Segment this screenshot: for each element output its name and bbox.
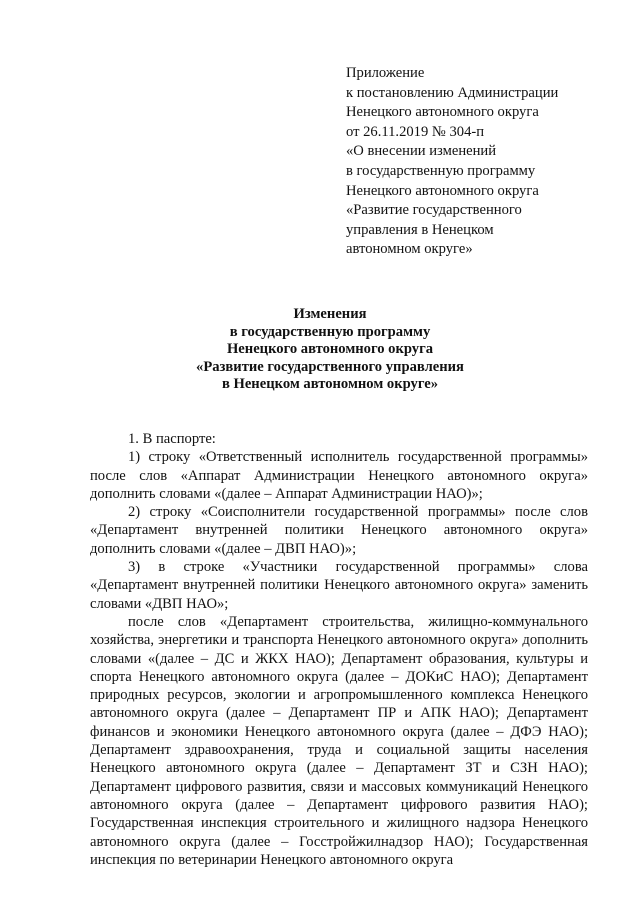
document-title: [120, 306, 540, 394]
appendix-line: Ненецкого автономного округа: [346, 104, 539, 121]
appendix-line: от 26.11.2019 № 304-п: [346, 123, 485, 140]
paragraph-item-3: 3) в строке «Участники государственной программы» слова «Департамент внутренней политики Ненецкого автономного округа» заменить словами «ДВП НАО»;: [90, 559, 588, 612]
paragraph-item-2: 2) строку «Соисполнители государственной программы» после слов «Департамент внутренней политики Ненецкого автономного округа» дополнить словами «(далее – ДВП НАО)»;: [90, 504, 588, 557]
appendix-line: «О внесении изменений: [346, 143, 497, 160]
title-line: «Развитие государственного управления: [196, 358, 464, 375]
document-body: [90, 430, 588, 869]
appendix-line: к постановлению Администрации: [346, 84, 559, 101]
title-line: Ненецкого автономного округа: [226, 341, 434, 358]
paragraph-item-3-continued: после слов «Департамент строительства, жилищно-коммунального хозяйства, энергетики и транспорта Ненецкого автономного округа» дополнить словами «(далее – ДС и ЖКХ НАО); Департамент образования, культуры и спорта Ненецкого автономного округа (далее – ДОКиС НАО); Департамент природных ресурсов, экологии и агропромышленного комплекса Ненецкого автономного округа (далее – Департамент ПР и АПК НАО); Департамент финансов и экономики Ненецкого автономного округа (далее – ДФЭ НАО); Департамент здравоохранения, труда и социальной защиты населения Ненецкого автономного округа (далее – Департамент ЗТ и СЗН НАО); Департамент цифрового развития, связи и массовых коммуникаций Ненецкого автономного округа (далее – Департамент цифрового развития НАО); Государственная инспекция строительного и жилищного надзора Ненецкого автономного округа (далее – Госстройжилнадзор НАО); Государственная инспекция по ветеринарии Ненецкого автономного округа: [90, 613, 588, 868]
title-line: Изменения: [293, 306, 367, 322]
appendix-header: [346, 64, 558, 260]
appendix-line: Ненецкого автономного округа: [346, 182, 539, 199]
appendix-line: Приложение: [346, 65, 425, 81]
appendix-line: в государственную программу: [346, 162, 536, 179]
appendix-line: автономном округе»: [346, 241, 473, 258]
title-line: в Ненецком автономном округе»: [221, 376, 439, 393]
appendix-line: «Развитие государственного: [346, 202, 522, 219]
appendix-line: управления в Ненецком: [346, 221, 494, 238]
paragraph-section-1: 1. В паспорте:: [128, 431, 216, 447]
title-line: в государственную программу: [229, 323, 431, 340]
paragraph-item-1: 1) строку «Ответственный исполнитель государственной программы» после слов «Аппарат Администрации Ненецкого автономного округа» дополнить словами «(далее – Аппарат Администрации НАО)»;: [90, 449, 588, 502]
